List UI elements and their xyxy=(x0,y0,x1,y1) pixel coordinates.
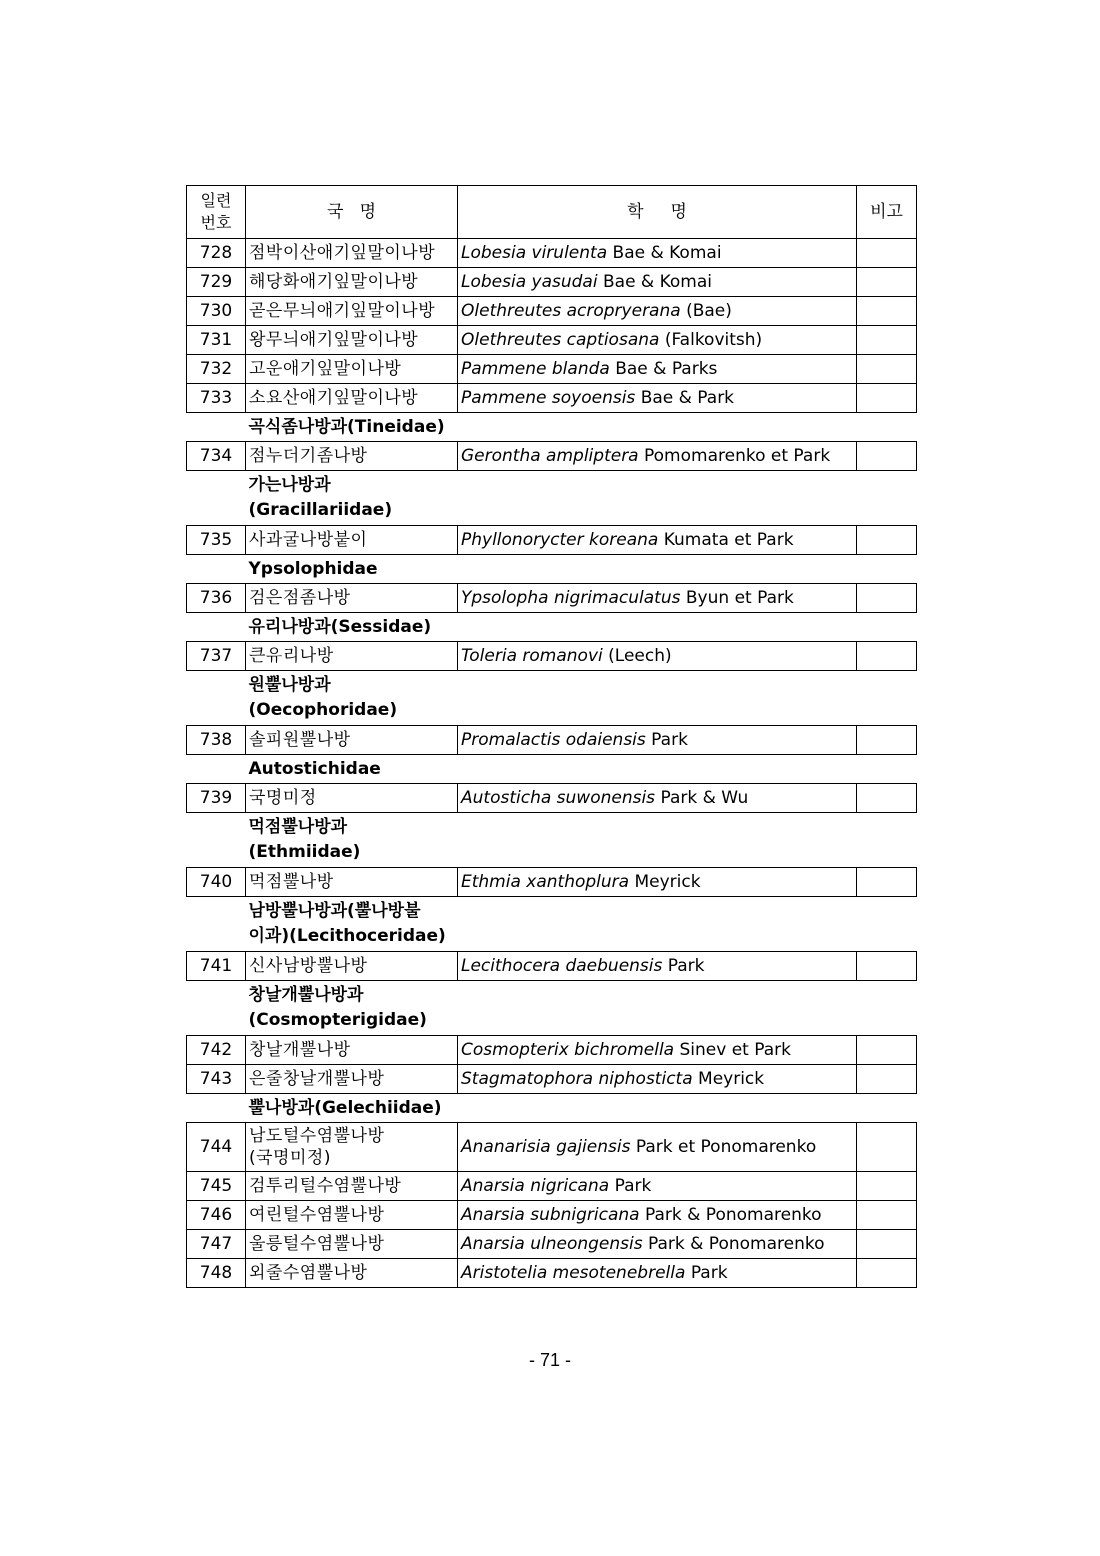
scientific-name xyxy=(458,584,857,613)
korean-name-line: (국명미정) xyxy=(249,1148,331,1168)
author-citation: Park et Ponomarenko xyxy=(635,1137,817,1157)
note-cell xyxy=(857,1065,917,1094)
family-spacer xyxy=(187,1094,246,1123)
family-name-line: 창날개뿔나방과 xyxy=(248,985,364,1005)
genus-species: Promalactis odaiensis xyxy=(461,730,646,750)
family-heading-row xyxy=(187,1094,917,1123)
family-name xyxy=(246,813,917,868)
author-citation: (Falkovitsh) xyxy=(664,330,763,350)
scientific-name xyxy=(458,526,857,555)
family-name xyxy=(246,671,917,726)
note-cell xyxy=(857,1172,917,1201)
note-cell xyxy=(857,642,917,671)
genus-species: Lobesia yasudai xyxy=(461,272,598,292)
author-citation: Park xyxy=(651,730,688,750)
note-cell xyxy=(857,1259,917,1288)
korean-name: 국명미정 xyxy=(246,784,458,813)
genus-species: Toleria romanovi xyxy=(461,646,603,666)
table-row xyxy=(187,239,917,268)
note-cell xyxy=(857,1036,917,1065)
table-row xyxy=(187,384,917,413)
author-citation: Meyrick xyxy=(698,1069,765,1089)
serial-number: 736 xyxy=(187,584,246,613)
serial-number: 746 xyxy=(187,1201,246,1230)
genus-species: Ananarisia gajiensis xyxy=(461,1137,631,1157)
table-row xyxy=(187,952,917,981)
family-heading-row xyxy=(187,613,917,642)
korean-name: 은줄창날개뿔나방 xyxy=(246,1065,458,1094)
table-row xyxy=(187,642,917,671)
family-name: 유리나방과(Sessidae) xyxy=(246,613,917,642)
korean-name: 창날개뿔나방 xyxy=(246,1036,458,1065)
family-name-line: 가는나방과 xyxy=(248,475,331,495)
serial-number: 734 xyxy=(187,442,246,471)
genus-species: Stagmatophora niphosticta xyxy=(461,1069,693,1089)
scientific-name xyxy=(458,297,857,326)
scientific-name xyxy=(458,384,857,413)
family-name xyxy=(246,897,917,952)
serial-number: 744 xyxy=(187,1123,246,1172)
note-cell xyxy=(857,584,917,613)
header-korean-name: 국 명 xyxy=(246,186,458,239)
korean-name: 외줄수염뿔나방 xyxy=(246,1259,458,1288)
note-cell xyxy=(857,868,917,897)
family-name xyxy=(246,981,917,1036)
korean-name: 고운애기잎말이나방 xyxy=(246,355,458,384)
korean-name: 솔피원뿔나방 xyxy=(246,726,458,755)
family-spacer xyxy=(187,555,246,584)
scientific-name xyxy=(458,268,857,297)
note-cell xyxy=(857,1230,917,1259)
genus-species: Lobesia virulenta xyxy=(461,243,608,263)
genus-species: Pammene soyoensis xyxy=(461,388,636,408)
korean-name-line: 남도털수염뿔나방 xyxy=(249,1126,385,1146)
genus-species: Anarsia ulneongensis xyxy=(461,1234,643,1254)
author-citation: Sinev et Park xyxy=(679,1040,791,1060)
table-row xyxy=(187,1036,917,1065)
page-number: - 71 - xyxy=(528,1350,571,1370)
korean-name: 소요산애기잎말이나방 xyxy=(246,384,458,413)
family-heading-row xyxy=(187,981,917,1036)
table-header-row xyxy=(187,186,917,239)
family-name-line: (Cosmopterigidae) xyxy=(248,1010,427,1030)
note-cell xyxy=(857,268,917,297)
author-citation: Park xyxy=(690,1263,728,1283)
scientific-name xyxy=(458,1065,857,1094)
scientific-name xyxy=(458,1259,857,1288)
author-citation: Park & Wu xyxy=(660,788,749,808)
table-row xyxy=(187,526,917,555)
korean-name: 해당화애기잎말이나방 xyxy=(246,268,458,297)
scientific-name xyxy=(458,952,857,981)
note-cell xyxy=(857,297,917,326)
genus-species: Aristotelia mesotenebrella xyxy=(461,1263,686,1283)
scientific-name xyxy=(458,1123,857,1172)
family-spacer xyxy=(187,755,246,784)
scientific-name xyxy=(458,442,857,471)
serial-number: 731 xyxy=(187,326,246,355)
serial-number: 742 xyxy=(187,1036,246,1065)
author-citation: Park xyxy=(667,956,705,976)
header-note: 비고 xyxy=(857,186,917,239)
serial-number: 728 xyxy=(187,239,246,268)
author-citation: Park xyxy=(614,1176,652,1196)
table-row xyxy=(187,326,917,355)
family-name: Ypsolophidae xyxy=(246,555,917,584)
table-row xyxy=(187,868,917,897)
family-name-line: 먹점뿔나방과 xyxy=(248,817,348,837)
table-row xyxy=(187,1123,917,1172)
note-cell xyxy=(857,526,917,555)
serial-number: 729 xyxy=(187,268,246,297)
author-citation: Meyrick xyxy=(634,872,701,892)
serial-number: 733 xyxy=(187,384,246,413)
scientific-name xyxy=(458,239,857,268)
species-table-container xyxy=(186,185,916,1288)
author-citation: Bae & Parks xyxy=(615,359,718,379)
family-name-line: (Gracillariidae) xyxy=(248,500,393,520)
scientific-name xyxy=(458,642,857,671)
korean-name: 점박이산애기잎말이나방 xyxy=(246,239,458,268)
korean-name: 검은점좀나방 xyxy=(246,584,458,613)
note-cell xyxy=(857,384,917,413)
korean-name: 여린털수염뿔나방 xyxy=(246,1201,458,1230)
serial-number: 730 xyxy=(187,297,246,326)
table-row xyxy=(187,1230,917,1259)
serial-number: 741 xyxy=(187,952,246,981)
table-row xyxy=(187,1259,917,1288)
genus-species: Gerontha ampliptera xyxy=(461,446,639,466)
scientific-name xyxy=(458,1230,857,1259)
genus-species: Pammene blanda xyxy=(461,359,610,379)
genus-species: Ethmia xanthoplura xyxy=(461,872,630,892)
family-spacer xyxy=(187,981,246,1036)
korean-name: 곧은무늬애기잎말이나방 xyxy=(246,297,458,326)
table-row xyxy=(187,1201,917,1230)
family-heading-row xyxy=(187,413,917,442)
genus-species: Lecithocera daebuensis xyxy=(461,956,663,976)
note-cell xyxy=(857,239,917,268)
family-name: 곡식좀나방과(Tineidae) xyxy=(246,413,917,442)
author-citation: Byun et Park xyxy=(685,588,794,608)
serial-number: 740 xyxy=(187,868,246,897)
genus-species: Olethreutes captiosana xyxy=(461,330,660,350)
genus-species: Anarsia subnigricana xyxy=(461,1205,640,1225)
korean-name: 먹점뿔나방 xyxy=(246,868,458,897)
family-heading-row xyxy=(187,755,917,784)
table-row xyxy=(187,268,917,297)
genus-species: Ypsolopha nigrimaculatus xyxy=(461,588,681,608)
table-row xyxy=(187,442,917,471)
scientific-name xyxy=(458,1172,857,1201)
family-spacer xyxy=(187,613,246,642)
table-row xyxy=(187,584,917,613)
korean-name: 큰유리나방 xyxy=(246,642,458,671)
family-name xyxy=(246,471,917,526)
family-heading-row xyxy=(187,555,917,584)
header-serial-number: 일련 번호 xyxy=(187,186,246,239)
scientific-name xyxy=(458,1201,857,1230)
family-heading-row xyxy=(187,813,917,868)
genus-species: Phyllonorycter koreana xyxy=(461,530,659,550)
scientific-name xyxy=(458,868,857,897)
note-cell xyxy=(857,1123,917,1172)
scientific-name xyxy=(458,784,857,813)
family-name: 뿔나방과(Gelechiidae) xyxy=(246,1094,917,1123)
serial-number: 747 xyxy=(187,1230,246,1259)
author-citation: Bae & Park xyxy=(640,388,735,408)
author-citation: Park & Ponomarenko xyxy=(648,1234,825,1254)
author-citation: Pomomarenko et Park xyxy=(644,446,831,466)
family-name-line: 원뿔나방과 xyxy=(248,675,331,695)
table-row xyxy=(187,297,917,326)
scientific-name xyxy=(458,1036,857,1065)
note-cell xyxy=(857,726,917,755)
note-cell xyxy=(857,442,917,471)
korean-name xyxy=(246,1123,458,1172)
family-heading-row xyxy=(187,671,917,726)
serial-number: 735 xyxy=(187,526,246,555)
note-cell xyxy=(857,1201,917,1230)
serial-number: 745 xyxy=(187,1172,246,1201)
species-table xyxy=(186,185,917,1288)
author-citation: Bae & Komai xyxy=(612,243,722,263)
author-citation: Kumata et Park xyxy=(663,530,794,550)
author-citation: Bae & Komai xyxy=(602,272,712,292)
korean-name: 왕무늬애기잎말이나방 xyxy=(246,326,458,355)
genus-species: Cosmopterix bichromella xyxy=(461,1040,675,1060)
family-name-line: 이과)(Lecithoceridae) xyxy=(248,926,446,946)
korean-name: 검투리털수염뿔나방 xyxy=(246,1172,458,1201)
family-spacer xyxy=(187,813,246,868)
table-row xyxy=(187,784,917,813)
table-row xyxy=(187,355,917,384)
family-name-line: (Oecophoridae) xyxy=(248,700,398,720)
author-citation: (Bae) xyxy=(686,301,732,321)
serial-number: 748 xyxy=(187,1259,246,1288)
table-row xyxy=(187,1065,917,1094)
family-spacer xyxy=(187,471,246,526)
serial-number: 732 xyxy=(187,355,246,384)
korean-name: 점누더기좀나방 xyxy=(246,442,458,471)
family-name: Autostichidae xyxy=(246,755,917,784)
korean-name: 울릉털수염뿔나방 xyxy=(246,1230,458,1259)
serial-number: 738 xyxy=(187,726,246,755)
genus-species: Anarsia nigricana xyxy=(461,1176,610,1196)
scientific-name xyxy=(458,326,857,355)
scientific-name xyxy=(458,355,857,384)
family-heading-row xyxy=(187,471,917,526)
family-spacer xyxy=(187,671,246,726)
serial-number: 739 xyxy=(187,784,246,813)
genus-species: Olethreutes acropryerana xyxy=(461,301,681,321)
family-heading-row xyxy=(187,897,917,952)
family-name-line: 남방뿔나방과(뿔나방불 xyxy=(248,901,421,921)
family-name-line: (Ethmiidae) xyxy=(248,842,361,862)
note-cell xyxy=(857,784,917,813)
korean-name: 신사남방뿔나방 xyxy=(246,952,458,981)
author-citation: Park & Ponomarenko xyxy=(645,1205,822,1225)
note-cell xyxy=(857,326,917,355)
serial-number: 743 xyxy=(187,1065,246,1094)
table-row xyxy=(187,726,917,755)
header-scientific-name: 학 명 xyxy=(458,186,857,239)
serial-number: 737 xyxy=(187,642,246,671)
table-row xyxy=(187,1172,917,1201)
note-cell xyxy=(857,355,917,384)
scientific-name xyxy=(458,726,857,755)
family-spacer xyxy=(187,413,246,442)
note-cell xyxy=(857,952,917,981)
author-citation: (Leech) xyxy=(608,646,672,666)
genus-species: Autosticha suwonensis xyxy=(461,788,656,808)
korean-name: 사과굴나방붙이 xyxy=(246,526,458,555)
family-spacer xyxy=(187,897,246,952)
